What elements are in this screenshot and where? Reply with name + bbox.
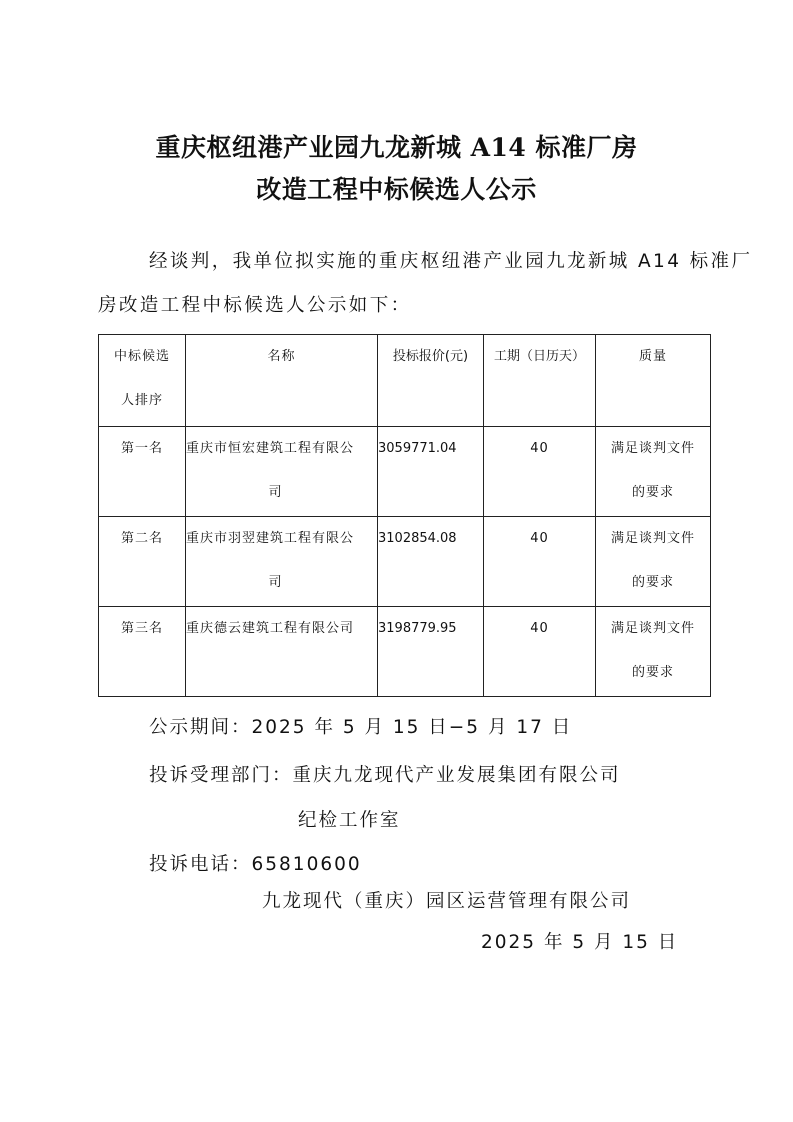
publicity-period: 公示期间：2025 年 5 月 15 日−5 月 17 日: [149, 717, 573, 738]
cell-duration: 40: [484, 517, 596, 607]
cell-price: 3102854.08: [378, 517, 484, 607]
header-rank: 中标候选 人排序: [99, 335, 186, 427]
table-row: [99, 607, 711, 697]
document-title-line1: 重庆枢纽港产业园九龙新城 A14 标准厂房: [155, 133, 638, 162]
issue-date: 2025 年 5 月 15 日: [481, 932, 679, 953]
complaint-department: 投诉受理部门：重庆九龙现代产业发展集团有限公司: [149, 765, 621, 786]
document-title-line2: 改造工程中标候选人公示: [256, 175, 537, 204]
table-header-row: [99, 335, 711, 427]
header-duration: 工期（日历天）: [484, 335, 596, 427]
cell-duration: 40: [484, 427, 596, 517]
cell-rank: 第三名: [99, 607, 186, 697]
complaint-phone: 投诉电话：65810600: [149, 854, 362, 875]
header-name: 名称: [186, 335, 378, 427]
cell-rank: 第二名: [99, 517, 186, 607]
cell-quality: 满足谈判文件 的要求: [596, 517, 711, 607]
header-price: 投标报价(元): [378, 335, 484, 427]
cell-quality: 满足谈判文件 的要求: [596, 607, 711, 697]
cell-price: 3198779.95: [378, 607, 484, 697]
cell-company-name: 重庆市恒宏建筑工程有限公 司: [186, 427, 378, 517]
intro-paragraph-line2: 房改造工程中标候选人公示如下：: [98, 295, 412, 316]
table-row: [99, 517, 711, 607]
cell-company-name: 重庆德云建筑工程有限公司: [186, 607, 378, 697]
issuer-name: 九龙现代（重庆）园区运营管理有限公司: [262, 891, 632, 912]
complaint-department-office: 纪检工作室: [298, 810, 401, 831]
cell-company-name: 重庆市羽翌建筑工程有限公 司: [186, 517, 378, 607]
cell-duration: 40: [484, 607, 596, 697]
cell-rank: 第一名: [99, 427, 186, 517]
candidate-table: [98, 334, 711, 697]
intro-paragraph-line1: 经谈判，我单位拟实施的重庆枢纽港产业园九龙新城 A14 标准厂: [149, 251, 753, 272]
cell-quality: 满足谈判文件 的要求: [596, 427, 711, 517]
table-row: [99, 427, 711, 517]
header-quality: 质量: [596, 335, 711, 427]
cell-price: 3059771.04: [378, 427, 484, 517]
